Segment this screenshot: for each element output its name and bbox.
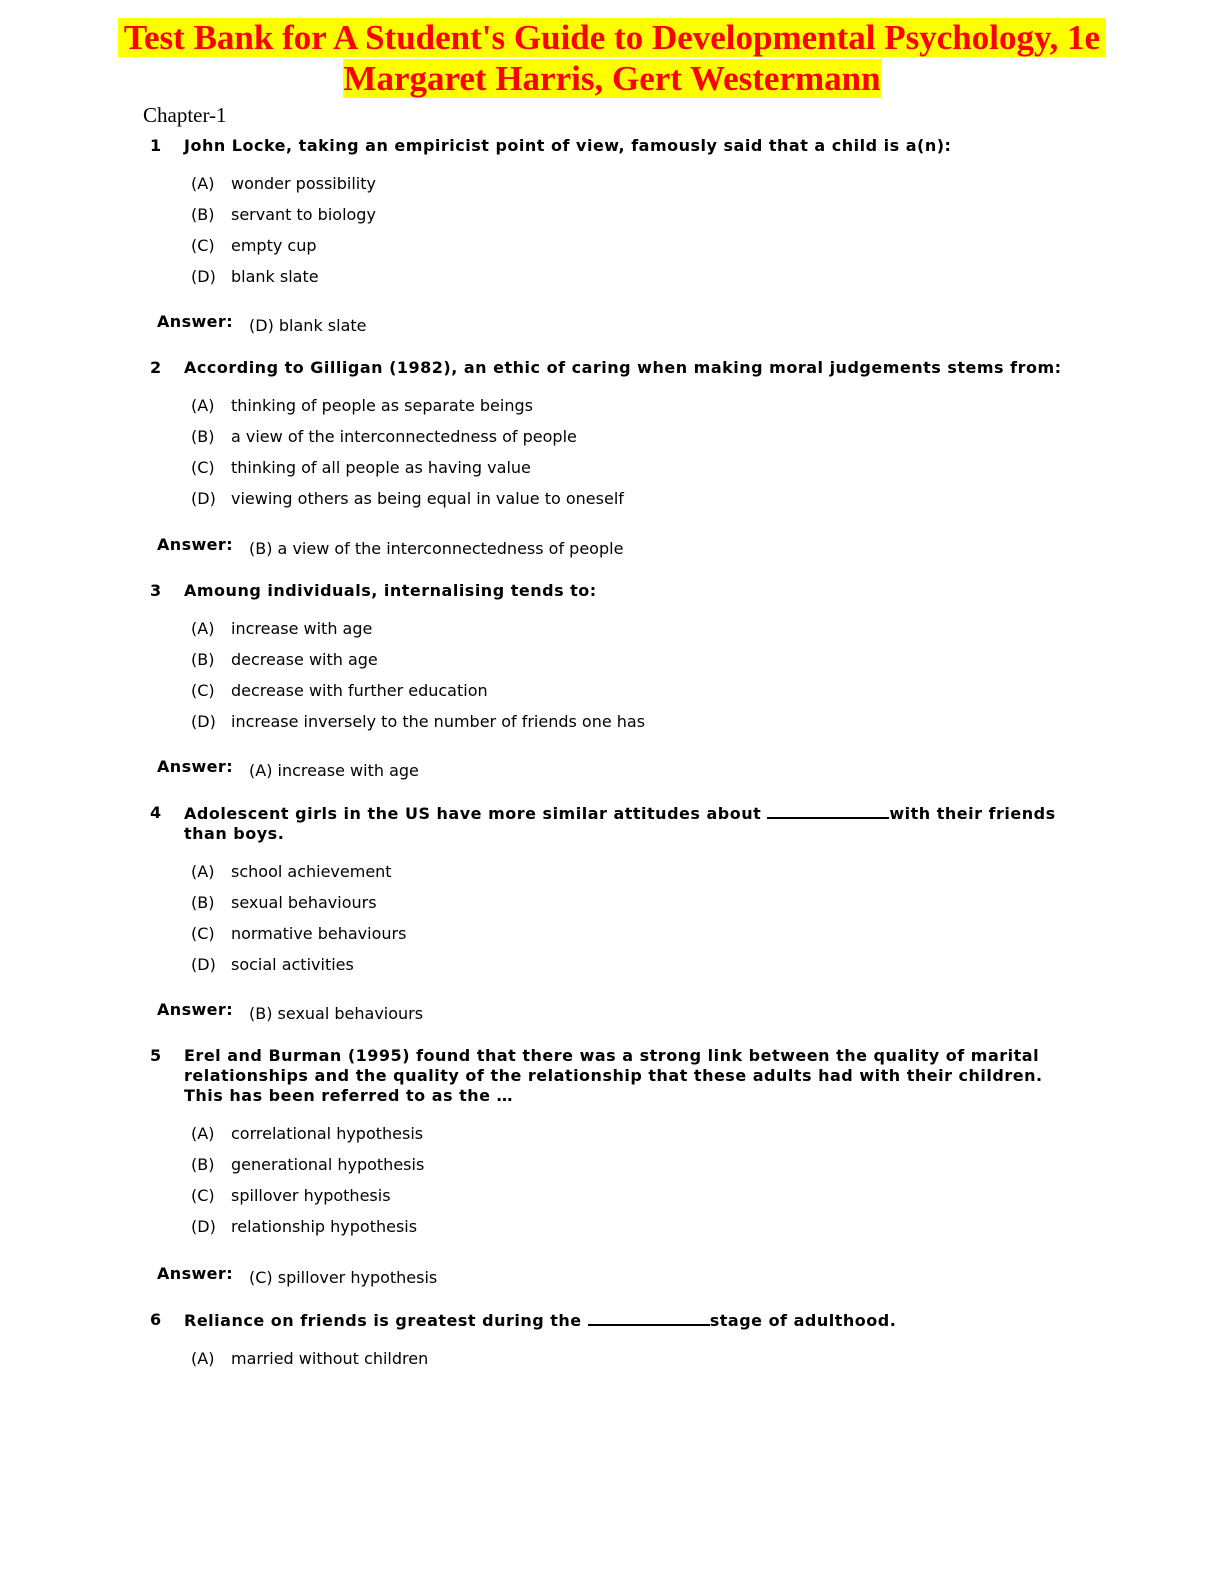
option-c: (C) normative behaviours <box>191 924 407 943</box>
question-4 <box>150 803 1070 986</box>
option-c: (C) spillover hypothesis <box>191 1186 391 1205</box>
answer-2 <box>157 535 1057 559</box>
answer-value: (B) sexual behaviours <box>249 1004 424 1023</box>
fill-in-blank <box>767 803 889 819</box>
question-number: 3 <box>150 581 162 600</box>
option-c: (C) thinking of all people as having value <box>191 458 531 477</box>
option-b: (B) sexual behaviours <box>191 893 377 912</box>
option-c: (C) decrease with further education <box>191 681 488 700</box>
option-d: (D) viewing others as being equal in value to oneself <box>191 489 624 508</box>
option-a: (A) correlational hypothesis <box>191 1124 424 1143</box>
option-d: (D) relationship hypothesis <box>191 1217 418 1236</box>
question-number: 1 <box>150 136 162 155</box>
option-a: (A) thinking of people as separate beings <box>191 396 533 415</box>
answer-1 <box>157 312 1057 336</box>
question-stem <box>150 358 1070 378</box>
question-stem <box>150 803 1070 844</box>
question-2 <box>150 358 1070 520</box>
question-stem <box>150 136 1070 156</box>
question-number: 4 <box>150 803 162 822</box>
option-b: (B) decrease with age <box>191 650 378 669</box>
question-text: Adolescent girls in the US have more similar attitudes about with their friends than boys. <box>184 804 1056 843</box>
answer-value: (C) spillover hypothesis <box>249 1268 438 1287</box>
answer-label: Answer: <box>157 312 234 331</box>
question-number: 2 <box>150 358 162 377</box>
question-1 <box>150 136 1070 298</box>
answer-value: (A) increase with age <box>249 761 419 780</box>
option-a: (A) increase with age <box>191 619 373 638</box>
question-6 <box>150 1310 1070 1380</box>
option-a: (A) school achievement <box>191 862 392 881</box>
fill-in-blank <box>588 1310 710 1326</box>
option-b: (B) generational hypothesis <box>191 1155 425 1174</box>
answer-4 <box>157 1000 1057 1024</box>
question-text: Erel and Burman (1995) found that there was a strong link between the quality of marital relationships and the quality of the relationship that these adults had with their children. This has been referred to as the … <box>184 1046 1043 1105</box>
option-list <box>191 619 1070 743</box>
option-list <box>191 1124 1070 1248</box>
answer-label: Answer: <box>157 757 234 776</box>
option-b: (B) servant to biology <box>191 205 376 224</box>
answer-5 <box>157 1264 1057 1288</box>
question-stem <box>150 1310 1070 1331</box>
answer-value: (B) a view of the interconnectedness of people <box>249 539 624 558</box>
answer-label: Answer: <box>157 535 234 554</box>
option-b: (B) a view of the interconnectedness of people <box>191 427 577 446</box>
question-text: Amoung individuals, internalising tends to: <box>184 581 597 600</box>
question-stem <box>150 1046 1070 1106</box>
option-d: (D) blank slate <box>191 267 319 286</box>
option-d: (D) social activities <box>191 955 354 974</box>
question-number: 6 <box>150 1310 162 1329</box>
question-3 <box>150 581 1070 743</box>
question-text: Reliance on friends is greatest during the stage of adulthood. <box>184 1311 897 1330</box>
chapter-heading: Chapter-1 <box>143 103 227 127</box>
option-list <box>191 396 1070 520</box>
question-text: John Locke, taking an empiricist point of view, famously said that a child is a(n): <box>184 136 952 155</box>
question-text: According to Gilligan (1982), an ethic of caring when making moral judgements stems from: <box>184 358 1062 377</box>
option-a: (A) wonder possibility <box>191 174 376 193</box>
option-list <box>191 862 1070 986</box>
document-title-line-2: Margaret Harris, Gert Westermann <box>343 59 881 98</box>
question-stem <box>150 581 1070 601</box>
option-list <box>191 174 1070 298</box>
question-number: 5 <box>150 1046 162 1065</box>
answer-label: Answer: <box>157 1000 234 1019</box>
answer-3 <box>157 757 1057 781</box>
option-list <box>191 1349 1070 1380</box>
option-a: (A) married without children <box>191 1349 429 1368</box>
option-d: (D) increase inversely to the number of friends one has <box>191 712 646 731</box>
question-5 <box>150 1046 1070 1248</box>
answer-label: Answer: <box>157 1264 234 1283</box>
option-c: (C) empty cup <box>191 236 317 255</box>
answer-value: (D) blank slate <box>249 316 367 335</box>
document-title-line-1: Test Bank for A Student's Guide to Developmental Psychology, 1e <box>0 18 1224 58</box>
